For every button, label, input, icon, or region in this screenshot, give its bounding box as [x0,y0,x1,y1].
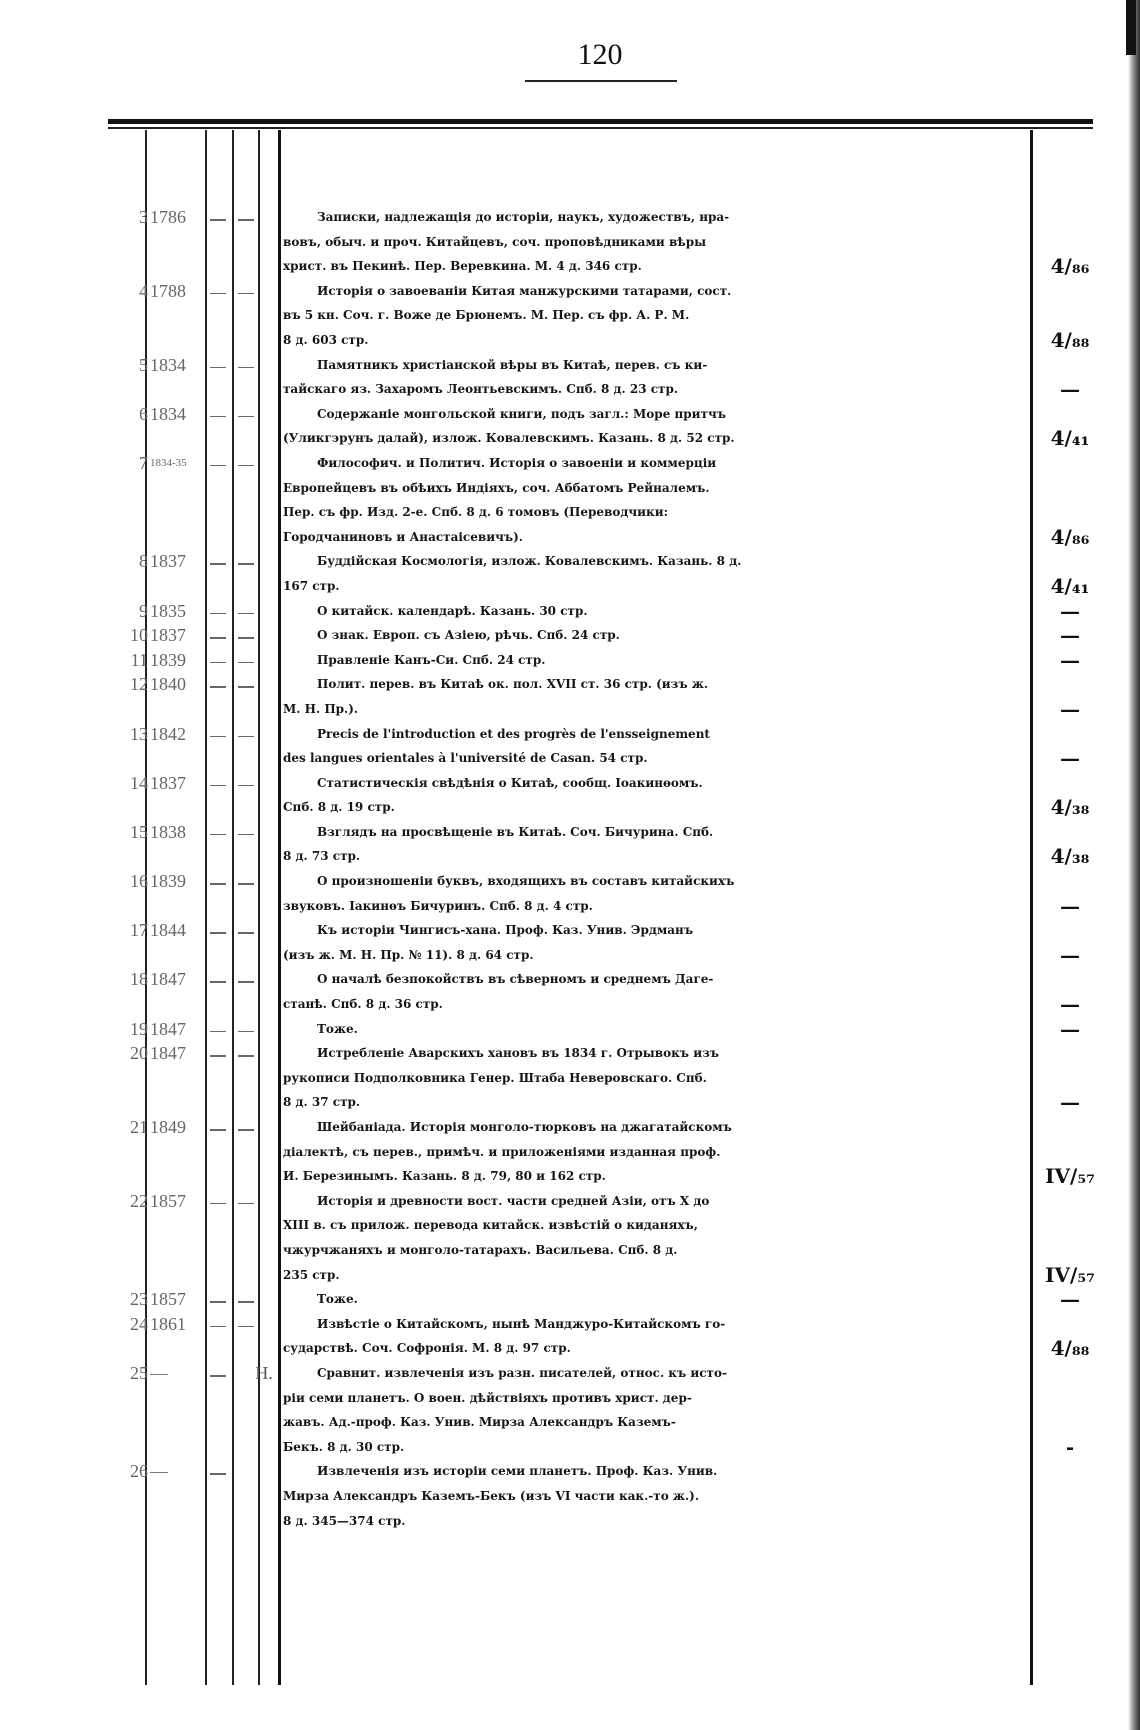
entry-text-line: христ. въ Пекинѣ. Пер. Веревкина. М. 4 д. 346 стр. [283,259,642,274]
catalog-entry [0,722,1140,771]
entry-text-line: Полит. перев. въ Китаѣ ок. пол. XVII ст. 36 стр. (изъ ж. [317,677,709,692]
entry-text [283,1189,1023,1287]
catalog-entry [0,648,1140,673]
entry-dash [210,662,226,664]
entry-text-line: Извѣстіе о Китайскомъ, нынѣ Манджуро-Китайскомъ го- [317,1316,726,1331]
entry-price: — [1060,696,1080,721]
entry-price: 4/₈₆ [1050,254,1090,279]
entry-year: 1838 [150,821,186,842]
entry-price: — [1060,1090,1080,1115]
entry-text [283,1287,1023,1312]
catalog-entry [0,451,1140,549]
entry-text-line: Тоже. [317,1292,358,1307]
catalog-entry [0,1041,1140,1115]
entry-dash [210,219,226,221]
entry-price: — [1060,1016,1080,1041]
entry-price: — [1060,992,1080,1017]
entry-text-line: вовъ, обыч. и проч. Китайцевъ, соч. проповѣдниками вѣры [283,234,707,249]
entry-text [283,967,1023,1016]
entry-number: 4 [139,280,148,301]
entry-price: 4/₈₆ [1050,524,1090,549]
catalog-entry [0,672,1140,721]
entry-text-line: 235 стр. [283,1267,340,1282]
entry-dash [238,662,254,664]
entry-number: 11 [130,649,148,670]
entry-text [283,820,1023,869]
entry-dash [238,1129,254,1131]
entry-dash [238,834,254,836]
entry-dash [238,219,254,221]
entry-price: — [1060,942,1080,967]
entry-text [283,722,1023,771]
catalog-entry [0,869,1140,918]
catalog-entry [0,353,1140,402]
entry-text [283,672,1023,721]
catalog-entry [0,1312,1140,1361]
catalog-entry [0,279,1140,353]
entry-text-line: 8 д. 37 стр. [283,1095,361,1110]
entry-text-line: звуковъ. Іакинѳъ Бичуринъ. Спб. 8 д. 4 стр. [283,898,593,913]
entry-dash [210,367,226,369]
catalog-entry [0,1287,1140,1312]
catalog-entry [0,918,1140,967]
entry-text-line: Европейцевъ въ обѣихъ Индіяхъ, соч. Аббатомъ Рейналемъ. [283,480,710,495]
entry-year: 1834 [150,403,186,424]
entry-text [283,869,1023,918]
entry-dash [210,1375,226,1377]
entry-number: 25 [130,1363,148,1383]
entry-number: 9 [139,600,148,621]
entry-dash [238,1301,254,1303]
entry-dash [210,293,226,295]
entry-dash [238,367,254,369]
entry-text-line: Философич. и Политич. Исторія о завоеніи и коммерціи [317,455,717,470]
entry-text-line: сударствѣ. Соч. Софронія. М. 8 д. 97 стр. [283,1341,571,1356]
entry-text-line: Статистическія свѣдѣнія о Китаѣ, сообщ. Іоакинѳомъ. [317,775,703,790]
entry-text-line: Городчаниновъ и Анастаісевичъ). [283,529,523,544]
entry-dash [210,613,226,615]
entry-dash [210,1031,226,1033]
entry-year: 1842 [150,723,186,744]
entry-dash [238,416,254,418]
entry-text-line: Памятникъ христіанской вѣры въ Китаѣ, перев. съ ки- [317,357,708,372]
entry-dash [238,883,254,885]
entry-text [283,599,1023,624]
entry-text [283,1041,1023,1115]
entry-year: — [150,1461,168,1482]
entry-dash [238,785,254,787]
entry-year: 1847 [150,1043,186,1064]
entry-text [283,1312,1023,1361]
entry-number: 26 [130,1461,148,1482]
catalog-entry [0,205,1140,279]
entry-dash [210,785,226,787]
header-double-rule-bottom [108,127,1093,129]
entry-text-line: М. Н. Пр.). [283,701,359,716]
catalog-entry [0,967,1140,1016]
entry-dash [210,416,226,418]
entry-dash [238,465,254,467]
entry-year: 1861 [150,1313,186,1334]
entry-year: 1837 [150,551,186,572]
entry-text-line: des langues orientales à l'université de Casan. 54 стр. [283,751,648,766]
entry-year: 1834-35 [150,456,187,469]
catalog-entry [0,1115,1140,1189]
entry-price: — [1060,746,1080,771]
entry-text [283,451,1023,549]
entry-text [283,1361,1023,1459]
catalog-entry [0,1189,1140,1287]
entry-text-line: Записки, надлежащія до исторіи, наукъ, художествъ, нра- [317,210,730,224]
entry-text-line: Пер. съ фр. Изд. 2-е. Спб. 8 д. 6 томовъ (Переводчики: [283,505,669,520]
entry-text-line: Истребленіе Аварскихъ хановъ въ 1834 г. Отрывокъ изъ [317,1046,719,1061]
entry-dash [238,981,254,983]
catalog-entry [0,820,1140,869]
entry-text-line: чжурчжаняхъ и монголо-татарахъ. Васильева. Спб. 8 д. [283,1243,678,1258]
catalog-entries [0,205,1140,1533]
entry-mark: Н. [255,1363,273,1383]
entry-price: — [1060,1287,1080,1312]
entry-year: — [150,1363,168,1383]
catalog-entry [0,1017,1140,1042]
entry-price: 4/₄₁ [1050,573,1090,598]
entry-dash [238,1055,254,1057]
entry-price: IV/₅₇ [1045,1164,1095,1189]
entry-text-line: О началѣ безпокойствъ въ сѣверномъ и среднемъ Даге- [317,972,714,987]
catalog-entry [0,1361,1140,1459]
entry-text-line: Спб. 8 д. 19 стр. [283,800,395,815]
entry-text [283,549,1023,598]
entry-dash [238,1031,254,1033]
entry-price: 4/₃₈ [1050,795,1090,820]
entry-dash [238,1203,254,1205]
entry-year: 1849 [150,1117,186,1138]
entry-text-line: Сравнит. извлеченія изъ разн. писателей, относ. къ исто- [317,1366,727,1380]
entry-number: 24 [130,1313,148,1334]
entry-number: 10 [130,625,148,646]
entry-text-line: 8 д. 345—374 стр. [283,1513,406,1528]
entry-price: 4/₄₁ [1050,426,1090,451]
entry-number: 23 [130,1289,148,1310]
entry-number: 17 [130,920,148,941]
entry-dash [210,736,226,738]
entry-text [283,1115,1023,1189]
entry-text-line: О китайск. календарѣ. Казань. 30 стр. [317,603,588,618]
entry-dash [210,1301,226,1303]
entry-number: 19 [130,1018,148,1039]
entry-dash [210,1473,226,1475]
entry-year: 1839 [150,871,186,892]
entry-dash [238,686,254,688]
entry-text-line: Взглядъ на просвѣщеніе въ Китаѣ. Соч. Бичурина. Спб. [317,824,714,839]
entry-year: 1844 [150,920,186,941]
entry-year: 1839 [150,649,186,670]
entry-text-line: О произношеніи буквъ, входящихъ въ составъ китайскихъ [317,874,735,889]
entry-number: 3 [139,207,148,227]
entry-dash [210,1055,226,1057]
entry-dash [210,637,226,639]
catalog-entry [0,1459,1140,1533]
entry-number: 14 [130,772,148,793]
entry-text-line: Тоже. [317,1021,358,1036]
entry-dash [210,1203,226,1205]
entry-text-line: Исторія и древности вост. части средней Азіи, отъ X до [317,1193,710,1208]
entry-text-line: Содержаніе монгольской книги, подъ загл.: Море притчъ [317,406,727,421]
entry-dash [238,613,254,615]
entry-text-line: станѣ. Спб. 8 д. 36 стр. [283,997,443,1012]
entry-number: 13 [130,723,148,744]
entry-price: 4/₃₈ [1050,844,1090,869]
entry-dash [210,932,226,934]
entry-text-line: XIII в. съ прилож. перевода китайск. извѣстій о киданяхъ, [283,1218,698,1233]
entry-text-line: рукописи Подполковника Генер. Штаба Неверовскаго. Спб. [283,1070,707,1085]
entry-year: 1840 [150,674,186,695]
entry-year: 1857 [150,1190,186,1211]
page-number: 120 [577,38,623,71]
entry-text [283,1459,1023,1533]
entry-number: 8 [139,551,148,572]
entry-text-line: тайскаго яз. Захаромъ Леонтьевскимъ. Спб. 8 д. 23 стр. [283,382,679,397]
entry-year: 1837 [150,772,186,793]
entry-dash [210,1129,226,1131]
entry-dash [210,981,226,983]
entry-price: — [1060,623,1080,648]
entry-dash [210,563,226,565]
entry-year: 1847 [150,1018,186,1039]
entry-year: 1835 [150,600,186,621]
entry-number: 6 [139,403,148,424]
entry-text [283,353,1023,402]
entry-year: 1788 [150,280,186,301]
entry-text-line: 167 стр. [283,578,340,593]
entry-price: IV/₅₇ [1045,1262,1095,1287]
catalog-entry [0,599,1140,624]
entry-text-line: Исторія о завоеваніи Китая манжурскими татарами, сост. [317,283,732,298]
entry-text-line: Бекъ. 8 д. 30 стр. [283,1439,405,1454]
entry-number: 18 [130,969,148,990]
entry-price: — [1060,647,1080,672]
entry-number: 22 [130,1190,148,1211]
entry-text-line: Буддійская Космологія, излож. Ковалевскимъ. Казань. 8 д. [317,554,742,569]
page-number-rule [525,80,677,82]
page-edge-mark [1126,0,1136,55]
entry-number: 21 [130,1117,148,1138]
entry-year: 1847 [150,969,186,990]
catalog-entry [0,623,1140,648]
entry-text-line: Мирза Александръ Каземъ-Бекъ (изъ VI части как.-то ж.). [283,1488,700,1503]
entry-text-line: жавъ. Ад.-проф. Каз. Унив. Мирза Александръ Каземъ- [283,1415,676,1430]
entry-number: 7 [139,452,148,473]
entry-number: 15 [130,821,148,842]
entry-price: 4/₈₈ [1050,327,1090,352]
catalog-entry [0,549,1140,598]
entry-year: 1834 [150,354,186,375]
entry-text-line: Precis de l'introduction et des progrès de l'ensseignement [317,726,710,741]
entry-text [283,918,1023,967]
catalog-entry [0,402,1140,451]
entry-price: — [1060,377,1080,402]
entry-text-line: 8 д. 603 стр. [283,332,369,347]
header-double-rule-top [108,119,1093,124]
entry-text [283,771,1023,820]
entry-dash [238,736,254,738]
entry-number: 12 [130,674,148,695]
entry-year: 1837 [150,625,186,646]
entry-dash [210,883,226,885]
entry-year: 1786 [150,207,186,227]
entry-dash [238,932,254,934]
entry-text-line: О знак. Европ. съ Азіею, рѣчь. Спб. 24 стр. [317,628,620,643]
entry-text-line: 8 д. 73 стр. [283,849,361,864]
entry-dash [210,465,226,467]
entry-dash [238,637,254,639]
entry-text-line: ріи семи планетъ. О воен. дѣйствіяхъ противъ христ. дер- [283,1390,692,1405]
catalog-entry [0,771,1140,820]
entry-text [283,279,1023,353]
entry-year: 1857 [150,1289,186,1310]
entry-text-line: Къ исторіи Чингисъ-хана. Проф. Каз. Унив. Эрдманъ [317,923,694,938]
entry-text [283,648,1023,673]
entry-text-line: Извлеченія изъ исторіи семи планетъ. Проф. Каз. Унив. [317,1464,718,1479]
entry-dash [238,563,254,565]
entry-price: - [1065,1434,1075,1459]
entry-dash [210,1326,226,1328]
entry-dash [238,1326,254,1328]
entry-text-line: въ 5 кн. Соч. г. Воже де Брюнемъ. М. Пер. съ фр. А. Р. М. [283,308,690,323]
entry-text-line: Правленіе Канъ-Си. Спб. 24 стр. [317,652,546,667]
entry-number: 16 [130,871,148,892]
entry-text [283,402,1023,451]
entry-text-line: (Уликгэрунъ далай), излож. Ковалевскимъ. Казань. 8 д. 52 стр. [283,431,735,446]
entry-text-line: Шейбаніада. Исторія монголо-тюрковъ на джагатайскомъ [317,1120,732,1135]
entry-dash [210,686,226,688]
entry-price: — [1060,893,1080,918]
entry-number: 20 [130,1043,148,1064]
entry-number: 5 [139,354,148,375]
entry-text [283,205,1023,279]
entry-text-line: (изъ ж. М. Н. Пр. № 11). 8 д. 64 стр. [283,947,534,962]
entry-dash [210,834,226,836]
entry-text-line: И. Березинымъ. Казань. 8 д. 79, 80 и 162 стр. [283,1169,606,1184]
entry-text [283,1017,1023,1042]
entry-dash [238,293,254,295]
entry-text [283,623,1023,648]
entry-text-line: діалектѣ, съ перев., примѣч. и приложеніями изданная проф. [283,1144,721,1159]
entry-price: — [1060,598,1080,623]
entry-price: 4/₈₈ [1050,1336,1090,1361]
